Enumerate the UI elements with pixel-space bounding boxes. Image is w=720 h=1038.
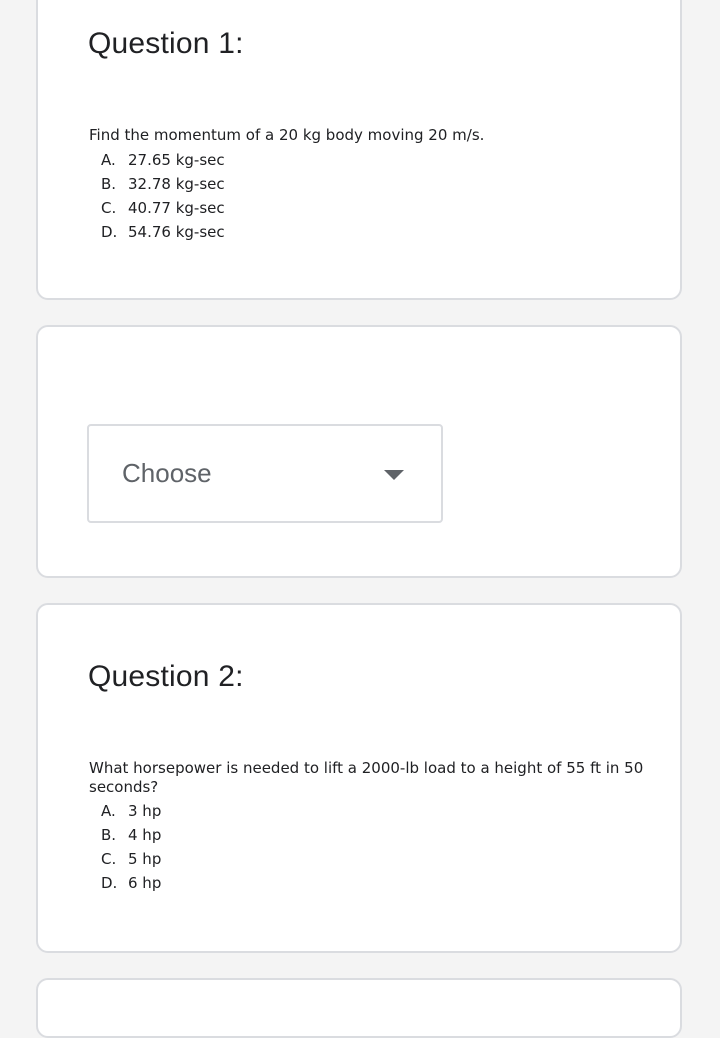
- question-1-title: Question 1:: [88, 27, 244, 60]
- answer-dropdown[interactable]: [87, 424, 443, 523]
- option-letter: B.: [101, 826, 117, 844]
- option-c: [101, 196, 225, 220]
- question-2-text: What horsepower is needed to lift a 2000-lb load to a height of 55 ft in 50 seconds?: [89, 759, 644, 796]
- option-d: [101, 871, 161, 895]
- option-letter: C.: [101, 199, 117, 217]
- option-a: [101, 799, 161, 823]
- option-text: 54.76 kg-sec: [128, 223, 225, 241]
- option-letter: C.: [101, 850, 117, 868]
- option-text: 32.78 kg-sec: [128, 175, 225, 193]
- option-b: [101, 172, 225, 196]
- option-text: 40.77 kg-sec: [128, 199, 225, 217]
- option-c: [101, 847, 161, 871]
- option-letter: D.: [101, 874, 118, 892]
- option-text: 3 hp: [128, 802, 162, 820]
- question-1-text: Find the momentum of a 20 kg body moving 20 m/s.: [89, 126, 485, 144]
- question-2-card: [36, 603, 682, 953]
- dropdown-selected-value: Choose: [122, 458, 212, 488]
- option-text: 4 hp: [128, 826, 162, 844]
- question-1-options: [101, 148, 225, 244]
- option-b: [101, 823, 161, 847]
- option-text: 5 hp: [128, 850, 162, 868]
- question-2-options: [101, 799, 161, 895]
- option-a: [101, 148, 225, 172]
- option-text: 27.65 kg-sec: [128, 151, 225, 169]
- next-card: [36, 978, 682, 1038]
- option-d: [101, 220, 225, 244]
- answer-1-card: [36, 325, 682, 578]
- question-2-title: Question 2:: [88, 660, 244, 693]
- question-1-card: [36, 0, 682, 300]
- chevron-down-icon: [384, 470, 404, 480]
- option-letter: D.: [101, 223, 118, 241]
- option-letter: B.: [101, 175, 117, 193]
- option-letter: A.: [101, 802, 116, 820]
- option-text: 6 hp: [128, 874, 162, 892]
- option-letter: A.: [101, 151, 116, 169]
